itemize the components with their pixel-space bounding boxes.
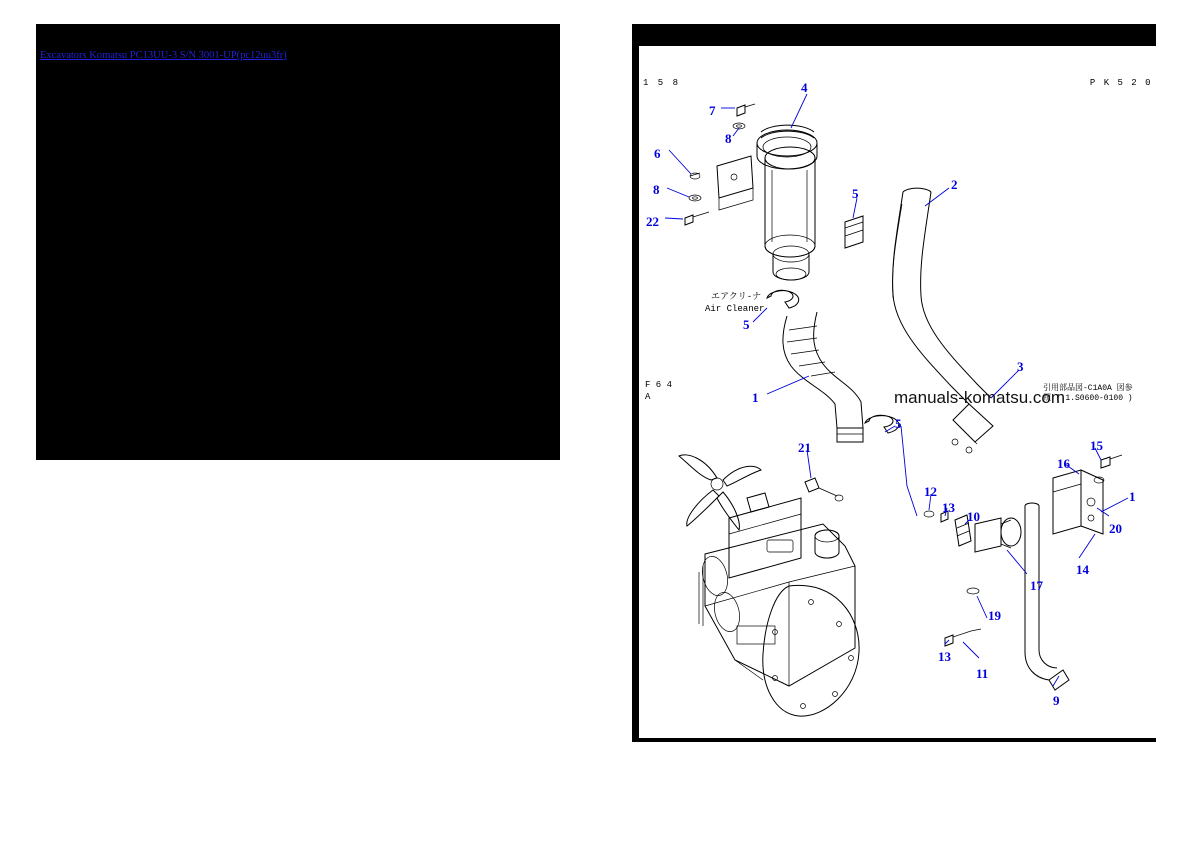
callout-1a: 1: [752, 390, 759, 405]
callout-1b: 1: [1129, 489, 1136, 504]
callout-3: 3: [1017, 359, 1024, 374]
callout-13b: 13: [938, 649, 951, 664]
air-intake-pipe-2: [893, 188, 993, 453]
fasteners-upper-left: [685, 104, 755, 225]
callout-20: 20: [1109, 521, 1122, 536]
diagram-canvas: [639, 46, 1156, 738]
callout-9: 9: [1053, 693, 1060, 708]
callout-19: 19: [988, 608, 1001, 623]
parts-diagram-panel: [632, 24, 1156, 742]
callout-5c: 5: [895, 416, 902, 431]
callout-5a: 5: [852, 186, 859, 201]
callout-14: 14: [1076, 562, 1089, 577]
header-left-code: 1 5 8: [643, 78, 681, 88]
callout-22: 22: [646, 214, 659, 229]
callout-13a: 13: [942, 500, 955, 515]
part-note-1: 照 ( 1.S0600-0100 ): [1043, 394, 1133, 403]
watermark-text: manuals-komatsu.com: [894, 388, 1066, 407]
sheet-left-border: [632, 24, 639, 742]
callout-15: 15: [1090, 438, 1103, 453]
intake-hose-1: [783, 312, 863, 442]
callout-17: 17: [1030, 578, 1043, 593]
callout-4: 4: [801, 80, 808, 95]
callout-5b: 5: [743, 317, 750, 332]
sensor-21: [805, 478, 843, 501]
header-right-code: P K 5 2 0: [1089, 78, 1152, 88]
callout-2: 2: [951, 177, 958, 192]
air-cleaner-assembly: [717, 125, 817, 280]
callout-8b: 8: [653, 182, 660, 197]
sheet-bottom-border: [632, 738, 1156, 742]
callout-11: 11: [976, 666, 989, 681]
callout-12: 12: [924, 484, 937, 499]
sheet-top-border: [632, 24, 1156, 46]
part-note-0: 引用部品図-C1A0A 図参: [1043, 384, 1133, 393]
document-title-link[interactable]: Excavators Komatsu PC13UU-3 S/N 3001-UP(pc12uu3fr): [40, 50, 287, 61]
fasteners-lower: [945, 588, 981, 646]
callout-7: 7: [709, 103, 716, 118]
left-black-panel: [36, 24, 560, 460]
air-cleaner-label-en: Air Cleaner: [705, 304, 765, 314]
callout-10: 10: [967, 509, 980, 524]
air-cleaner-label-jp: エアクリ-ナ: [711, 292, 762, 302]
side-code-line1: F 6 4: [645, 380, 673, 390]
callout-6: 6: [654, 146, 661, 161]
side-code-line2: A: [645, 392, 651, 402]
callout-8a: 8: [725, 131, 732, 146]
callout-16: 16: [1057, 456, 1070, 471]
callout-21: 21: [798, 440, 811, 455]
hose-clamps: [767, 216, 899, 433]
